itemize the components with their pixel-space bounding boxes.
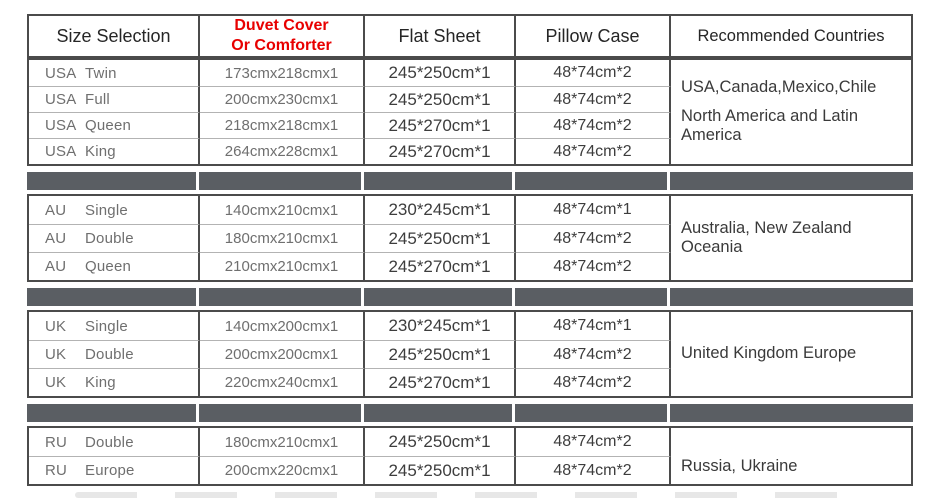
pillow-case-cell: 48*74cm*2 xyxy=(516,86,671,112)
size-cell xyxy=(29,138,200,164)
pillow-case-cell: 48*74cm*2 xyxy=(516,456,671,484)
separator-column-gap xyxy=(512,172,515,190)
section-uk xyxy=(27,310,913,398)
size-label: Europe xyxy=(85,462,135,479)
region-label: RU xyxy=(45,433,68,451)
region-label: USA xyxy=(45,143,77,160)
section-separator xyxy=(27,288,913,306)
region-label: UK xyxy=(45,317,67,335)
duvet-cell: 140cmx200cmx1 xyxy=(200,312,365,340)
flat-sheet-cell: 245*250cm*1 xyxy=(365,224,516,252)
region-label: AU xyxy=(45,201,67,219)
separator-column-gap xyxy=(196,288,199,306)
section-separator xyxy=(27,404,913,422)
duvet-cell: 210cmx210cmx1 xyxy=(200,252,365,280)
pillow-case-cell: 48*74cm*2 xyxy=(516,224,671,252)
flat-sheet-cell: 245*270cm*1 xyxy=(365,112,516,138)
flat-sheet-cell: 245*250cm*1 xyxy=(365,340,516,368)
separator-column-gap xyxy=(667,288,670,306)
size-cell xyxy=(29,340,200,368)
flat-sheet-cell: 245*250cm*1 xyxy=(365,86,516,112)
pillow-case-cell: 48*74cm*2 xyxy=(516,112,671,138)
duvet-cell: 200cmx230cmx1 xyxy=(200,86,365,112)
separator-column-gap xyxy=(667,172,670,190)
pillow-case-cell: 48*74cm*2 xyxy=(516,138,671,164)
flat-sheet-cell: 230*245cm*1 xyxy=(365,196,516,224)
region-label: AU xyxy=(45,258,67,275)
size-label: Queen xyxy=(85,258,132,275)
countries-uk-line1: United Kingdom Europe xyxy=(681,344,857,363)
region-label: USA xyxy=(45,64,77,82)
table-header-row xyxy=(27,14,913,58)
size-label: King xyxy=(85,374,116,391)
countries-usa-line2: North America and Latin America xyxy=(681,106,859,145)
header-recommended-countries: Recommended Countries xyxy=(697,26,885,45)
countries-cell-uk xyxy=(671,312,911,396)
region-label: UK xyxy=(45,374,67,391)
countries-cell-ru xyxy=(671,428,911,484)
separator-column-gap xyxy=(196,404,199,422)
region-label: RU xyxy=(45,462,68,479)
separator-column-gap xyxy=(512,404,515,422)
pillow-case-cell: 48*74cm*2 xyxy=(516,60,671,86)
size-cell xyxy=(29,224,200,252)
size-label: Double xyxy=(85,433,134,451)
separator-column-gap xyxy=(196,172,199,190)
flat-sheet-cell: 245*250cm*1 xyxy=(365,428,516,456)
size-label: Single xyxy=(85,201,128,219)
duvet-cell: 218cmx218cmx1 xyxy=(200,112,365,138)
header-duvet-cover xyxy=(200,16,365,56)
separator-column-gap xyxy=(361,404,364,422)
section-au xyxy=(27,194,913,282)
size-label: Double xyxy=(85,346,134,363)
pillow-case-cell: 48*74cm*2 xyxy=(516,368,671,396)
countries-au-line1: Australia, New Zealand Oceania xyxy=(681,218,852,256)
separator-column-gap xyxy=(512,288,515,306)
size-cell xyxy=(29,60,200,86)
size-label: Twin xyxy=(85,64,117,82)
pillow-case-cell: 48*74cm*1 xyxy=(516,312,671,340)
section-separator xyxy=(27,172,913,190)
pillow-case-cell: 48*74cm*2 xyxy=(516,428,671,456)
flat-sheet-cell: 230*245cm*1 xyxy=(365,312,516,340)
size-label: Full xyxy=(85,91,110,108)
cropped-next-row-artifact xyxy=(75,492,875,498)
header-flat-sheet: Flat Sheet xyxy=(365,16,516,56)
size-cell xyxy=(29,456,200,484)
flat-sheet-cell: 245*250cm*1 xyxy=(365,60,516,86)
duvet-cell: 220cmx240cmx1 xyxy=(200,368,365,396)
pillow-case-cell: 48*74cm*1 xyxy=(516,196,671,224)
duvet-cell: 180cmx210cmx1 xyxy=(200,224,365,252)
pillow-case-cell: 48*74cm*2 xyxy=(516,340,671,368)
section-usa xyxy=(27,58,913,166)
size-cell xyxy=(29,112,200,138)
region-label: USA xyxy=(45,117,77,134)
size-label: Single xyxy=(85,317,128,335)
separator-column-gap xyxy=(361,172,364,190)
duvet-cell: 173cmx218cmx1 xyxy=(200,60,365,86)
size-cell xyxy=(29,428,200,456)
duvet-cell: 180cmx210cmx1 xyxy=(200,428,365,456)
size-cell xyxy=(29,252,200,280)
countries-cell-au xyxy=(671,196,911,280)
header-duvet-line1: Duvet Cover xyxy=(234,17,329,34)
size-cell xyxy=(29,312,200,340)
flat-sheet-cell: 245*270cm*1 xyxy=(365,252,516,280)
region-label: UK xyxy=(45,346,67,363)
header-duvet-line2: Or Comforter xyxy=(231,37,332,54)
size-cell xyxy=(29,86,200,112)
separator-column-gap xyxy=(667,404,670,422)
section-ru xyxy=(27,426,913,486)
separator-column-gap xyxy=(361,288,364,306)
size-cell xyxy=(29,196,200,224)
size-label: Double xyxy=(85,230,134,247)
countries-cell-usa xyxy=(671,60,911,164)
countries-usa-line1: USA,Canada,Mexico,Chile xyxy=(681,78,877,97)
flat-sheet-cell: 245*270cm*1 xyxy=(365,368,516,396)
flat-sheet-cell: 245*250cm*1 xyxy=(365,456,516,484)
duvet-cell: 200cmx200cmx1 xyxy=(200,340,365,368)
duvet-cell: 264cmx228cmx1 xyxy=(200,138,365,164)
duvet-cell: 140cmx210cmx1 xyxy=(200,196,365,224)
region-label: USA xyxy=(45,91,77,108)
region-label: AU xyxy=(45,230,67,247)
size-table xyxy=(27,14,913,486)
header-pillow-case: Pillow Case xyxy=(516,16,671,56)
duvet-cell: 200cmx220cmx1 xyxy=(200,456,365,484)
flat-sheet-cell: 245*270cm*1 xyxy=(365,138,516,164)
countries-ru-line1: Russia, Ukraine xyxy=(681,456,798,475)
size-cell xyxy=(29,368,200,396)
size-label: Queen xyxy=(85,117,132,134)
size-label: King xyxy=(85,143,116,160)
pillow-case-cell: 48*74cm*2 xyxy=(516,252,671,280)
header-size-selection: Size Selection xyxy=(29,16,200,56)
